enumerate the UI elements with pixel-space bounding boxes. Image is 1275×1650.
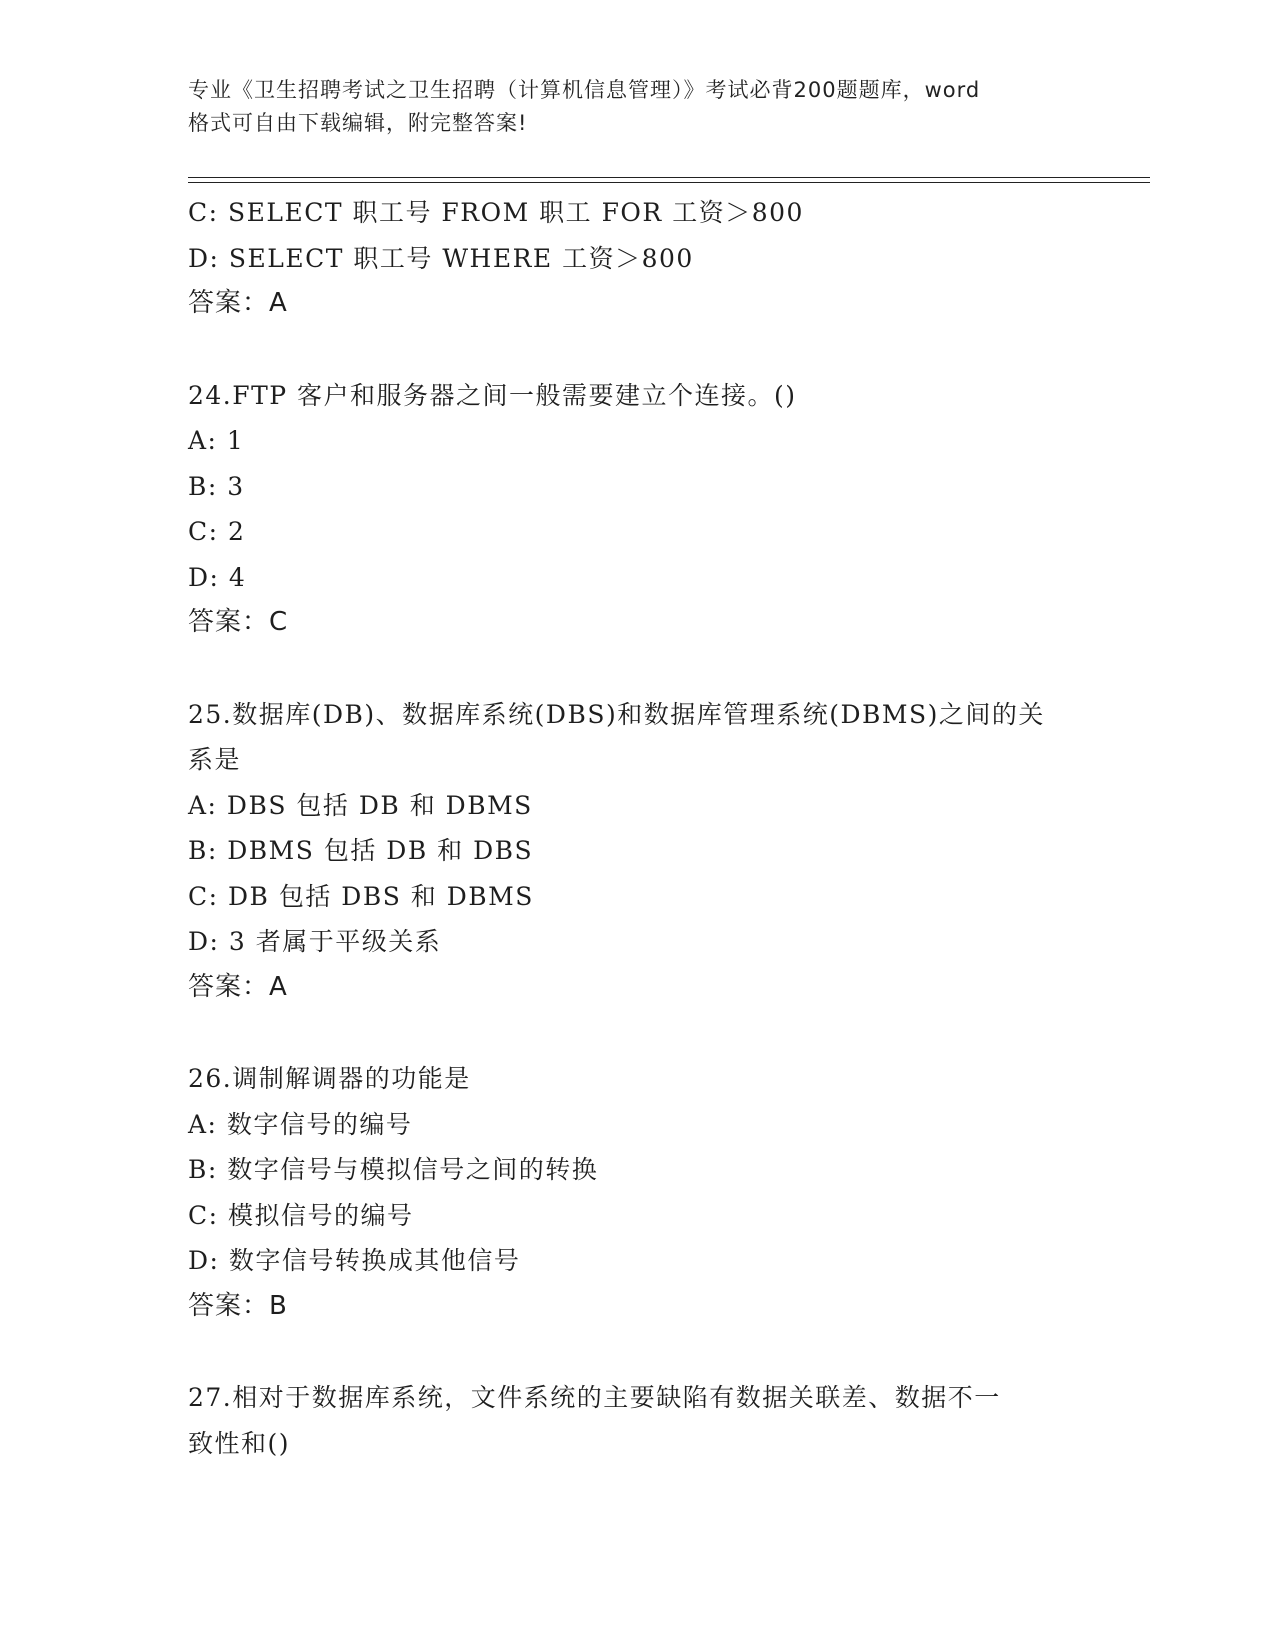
option-a: A: DBS 包括 DB 和 DBMS bbox=[188, 790, 533, 820]
question-26 bbox=[188, 1056, 1088, 1329]
question-24 bbox=[188, 373, 1088, 646]
question-stem: 25.数据库(DB)、数据库系统(DBS)和数据库管理系统(DBMS)之间的关 bbox=[188, 699, 1045, 729]
header-divider-bottom bbox=[188, 182, 1150, 183]
header-title-line-1: 专业《卫生招聘考试之卫生招聘（计算机信息管理）》考试必背200题题库，word bbox=[188, 78, 981, 102]
option-d: D: 4 bbox=[188, 562, 247, 592]
question-stem-continued: 系是 bbox=[188, 745, 242, 774]
option-c: C: 2 bbox=[188, 517, 246, 546]
answer-line: 答案：C bbox=[188, 607, 289, 637]
answer-line: 答案：B bbox=[188, 1290, 288, 1321]
question-stem-continued: 致性和() bbox=[188, 1428, 291, 1458]
question-list bbox=[188, 190, 1088, 1466]
document-header bbox=[188, 74, 1088, 140]
question-stem: 27.相对于数据库系统，文件系统的主要缺陷有数据关联差、数据不一 bbox=[188, 1383, 1001, 1412]
option-c: C: DB 包括 DBS 和 DBMS bbox=[188, 881, 534, 911]
option-a: A: 数字信号的编号 bbox=[188, 1109, 413, 1139]
question-spacer bbox=[188, 1329, 1088, 1375]
option-b: B: 数字信号与模拟信号之间的转换 bbox=[188, 1155, 599, 1184]
header-title-line-2: 格式可自由下载编辑，附完整答案! bbox=[188, 111, 528, 135]
answer-line: 答案：A bbox=[188, 288, 288, 318]
question-spacer bbox=[188, 646, 1088, 692]
option-d: D: SELECT 职工号 WHERE 工资＞800 bbox=[188, 243, 694, 273]
question-spacer bbox=[188, 1010, 1088, 1056]
question-spacer bbox=[188, 327, 1088, 373]
question-stem: 26.调制解调器的功能是 bbox=[188, 1064, 471, 1093]
option-d: D: 数字信号转换成其他信号 bbox=[188, 1246, 521, 1275]
option-b: B: DBMS 包括 DB 和 DBS bbox=[188, 836, 534, 865]
question-27 bbox=[188, 1375, 1088, 1466]
option-c: C: 模拟信号的编号 bbox=[188, 1200, 414, 1230]
question-stem: 24.FTP 客户和服务器之间一般需要建立个连接。() bbox=[188, 380, 797, 410]
option-d: D: 3 者属于平级关系 bbox=[188, 927, 442, 956]
header-divider-top bbox=[188, 177, 1150, 178]
question-23-tail bbox=[188, 190, 1088, 327]
question-25 bbox=[188, 692, 1088, 1011]
option-b: B: 3 bbox=[188, 471, 245, 501]
option-c: C: SELECT 职工号 FROM 职工 FOR 工资＞800 bbox=[188, 198, 804, 227]
option-a: A: 1 bbox=[188, 426, 245, 455]
answer-line: 答案：A bbox=[188, 971, 288, 1002]
